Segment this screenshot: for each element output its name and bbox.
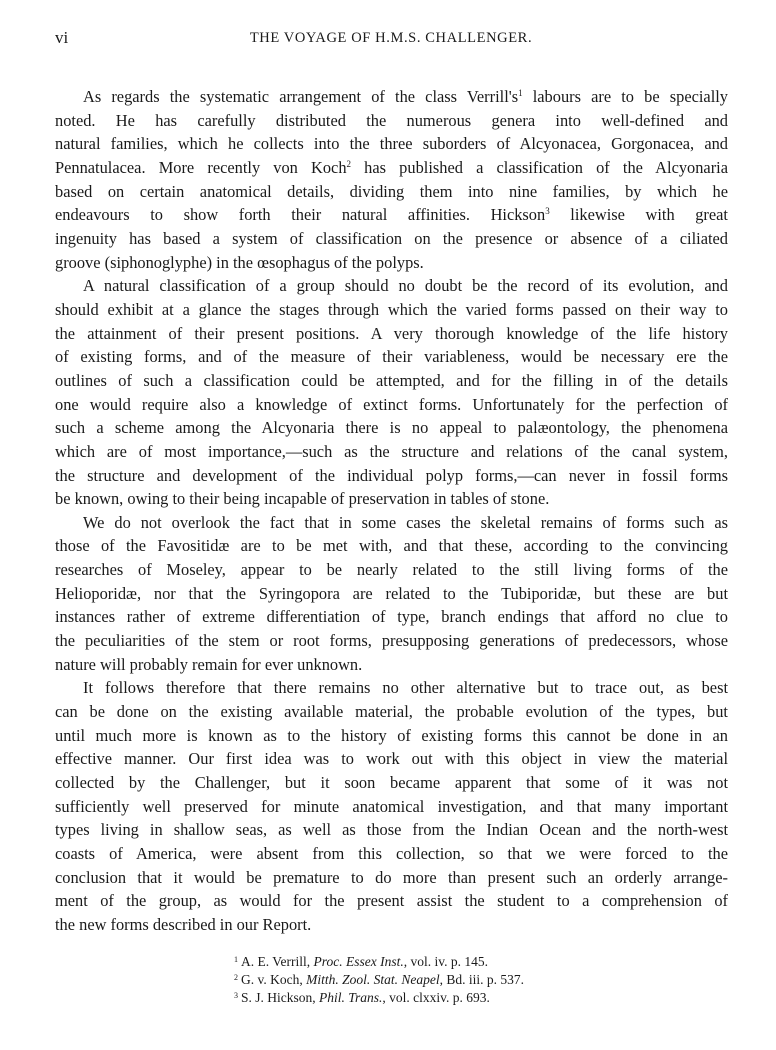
text-line: ment of the group, as would for the present assist the student to a comprehension of <box>55 891 728 911</box>
footnote: $^3$ S. J. Hickson, Phil. Trans., vol. clxxiv. p. 693. <box>234 990 490 1005</box>
body-text <box>55 85 728 937</box>
text-line: instances rather of extreme differentiation of type, branch endings that afford no clue to <box>55 607 728 627</box>
running-head: THE VOYAGE OF H.M.S. CHALLENGER. <box>249 30 533 46</box>
footnote-number: 1 <box>234 955 238 964</box>
text-line: Pennatulacea. More recently von Koch$^2$ has published a classification of the Alcyonaria <box>55 157 728 177</box>
footnote: $^2$ G. v. Koch, Mitth. Zool. Stat. Neapel, Bd. iii. p. 537. <box>234 972 525 987</box>
text-line: collected by the Challenger, but it soon became apparent that some of it was not <box>55 773 728 793</box>
footnote: $^1$ A. E. Verrill, Proc. Essex Inst., vol. iv. p. 145. <box>234 954 488 969</box>
text-line: such a scheme among the Alcyonaria there is no appeal to palæontology, the phenomena <box>55 418 728 438</box>
text-line: natural families, which he collects into the three suborders of Alcyonacea, Gorgonacea, and <box>55 134 728 154</box>
footnote-number: 2 <box>234 973 238 982</box>
text-line: endeavours to show forth their natural affinities. Hickson$^3$ likewise with great <box>55 205 728 225</box>
footnote-number: 3 <box>234 991 238 1000</box>
text-line: the peculiarities of the stem or root forms, presupposing generations of predecessors, whose <box>55 631 728 651</box>
text-line: the new forms described in our Report. <box>55 914 312 934</box>
journal-title: Mitth. Zool. Stat. Neapel <box>306 972 440 987</box>
page-number: vi <box>55 28 69 47</box>
text-line: conclusion that it would be premature to do more than present such an orderly arrange- <box>55 867 728 887</box>
text-line: groove (siphonoglyphe) in the œsophagus of the polyps. <box>55 252 424 272</box>
journal-title: Phil. Trans. <box>319 990 383 1005</box>
footnote-marker: 2 <box>346 158 352 169</box>
text-line: ingenuity has based a system of classification on the presence or absence of a ciliated <box>55 228 728 248</box>
text-line: As regards the systematic arrangement of the class $Verrill's^1$ labours are to be specially <box>83 87 728 106</box>
text-line: the attainment of their present positions. A very thorough knowledge of the life history <box>55 323 728 343</box>
journal-title: Proc. Essex Inst. <box>313 954 404 969</box>
text-line: types living in shallow seas, as well as those from the Indian Ocean and the north-west <box>55 820 728 840</box>
text-line: one would require also a knowledge of extinct forms. Unfortunately for the perfection of <box>55 394 728 414</box>
text-line: be known, owing to their being incapable of preservation in tables of stone. <box>55 489 550 509</box>
footnotes <box>234 953 524 1007</box>
text-line: A natural classification of a group should no doubt be the record of its evolution, and <box>83 276 728 296</box>
text-line: nature will probably remain for ever unknown. <box>55 654 363 674</box>
text-line: which are of most importance,—such as the structure and relations of the canal system, <box>55 441 728 461</box>
text-line: the structure and development of the individual polyp forms,—can never in fossil forms <box>55 465 728 485</box>
text-line: Helioporidæ, nor that the Syringopora are related to the Tubiporidæ, but these are but <box>55 583 728 603</box>
paragraph <box>55 85 728 274</box>
text-line: those of the Favositidæ are to be met with, and that these, according to the convincing <box>55 536 728 556</box>
text-line: based on certain anatomical details, dividing them into nine families, by which he <box>55 181 728 201</box>
text-line: should exhibit at a glance the stages through which the varied forms passed on their way to <box>55 299 728 319</box>
paragraph <box>55 274 728 511</box>
text-line: until much more is known as to the history of existing forms this cannot be done in an <box>55 725 728 745</box>
text-line: can be done on the existing available material, the probable evolution of the types, but <box>55 702 728 722</box>
footnote-marker: 3 <box>545 206 550 217</box>
paragraph <box>55 676 728 936</box>
text-line: outlines of such a classification could be attempted, and for the filling in of the details <box>55 370 728 390</box>
text-line: We do not overlook the fact that in some cases the skeletal remains of forms such as <box>83 512 728 532</box>
text-line: of existing forms, and of the measure of their variableness, would be necessary ere the <box>55 347 728 367</box>
text-line: effective manner. Our first idea was to work out with this object in view the material <box>55 749 728 769</box>
text-line: It follows therefore that there remains no other alternative but to trace out, as best <box>83 678 728 698</box>
text-line: noted. He has carefully distributed the numerous genera into well-defined and <box>55 110 728 130</box>
paragraph <box>55 511 728 677</box>
footnote-marker: 1 <box>518 88 523 98</box>
text-line: coasts of America, were absent from this collection, so that we were forced to the <box>55 844 728 863</box>
page-header <box>55 28 727 52</box>
text-line: researches of Moseley, appear to be nearly related to the still living forms of the <box>55 560 728 580</box>
text-line: sufficiently well preserved for minute anatomical investigation, and that many important <box>55 796 728 816</box>
